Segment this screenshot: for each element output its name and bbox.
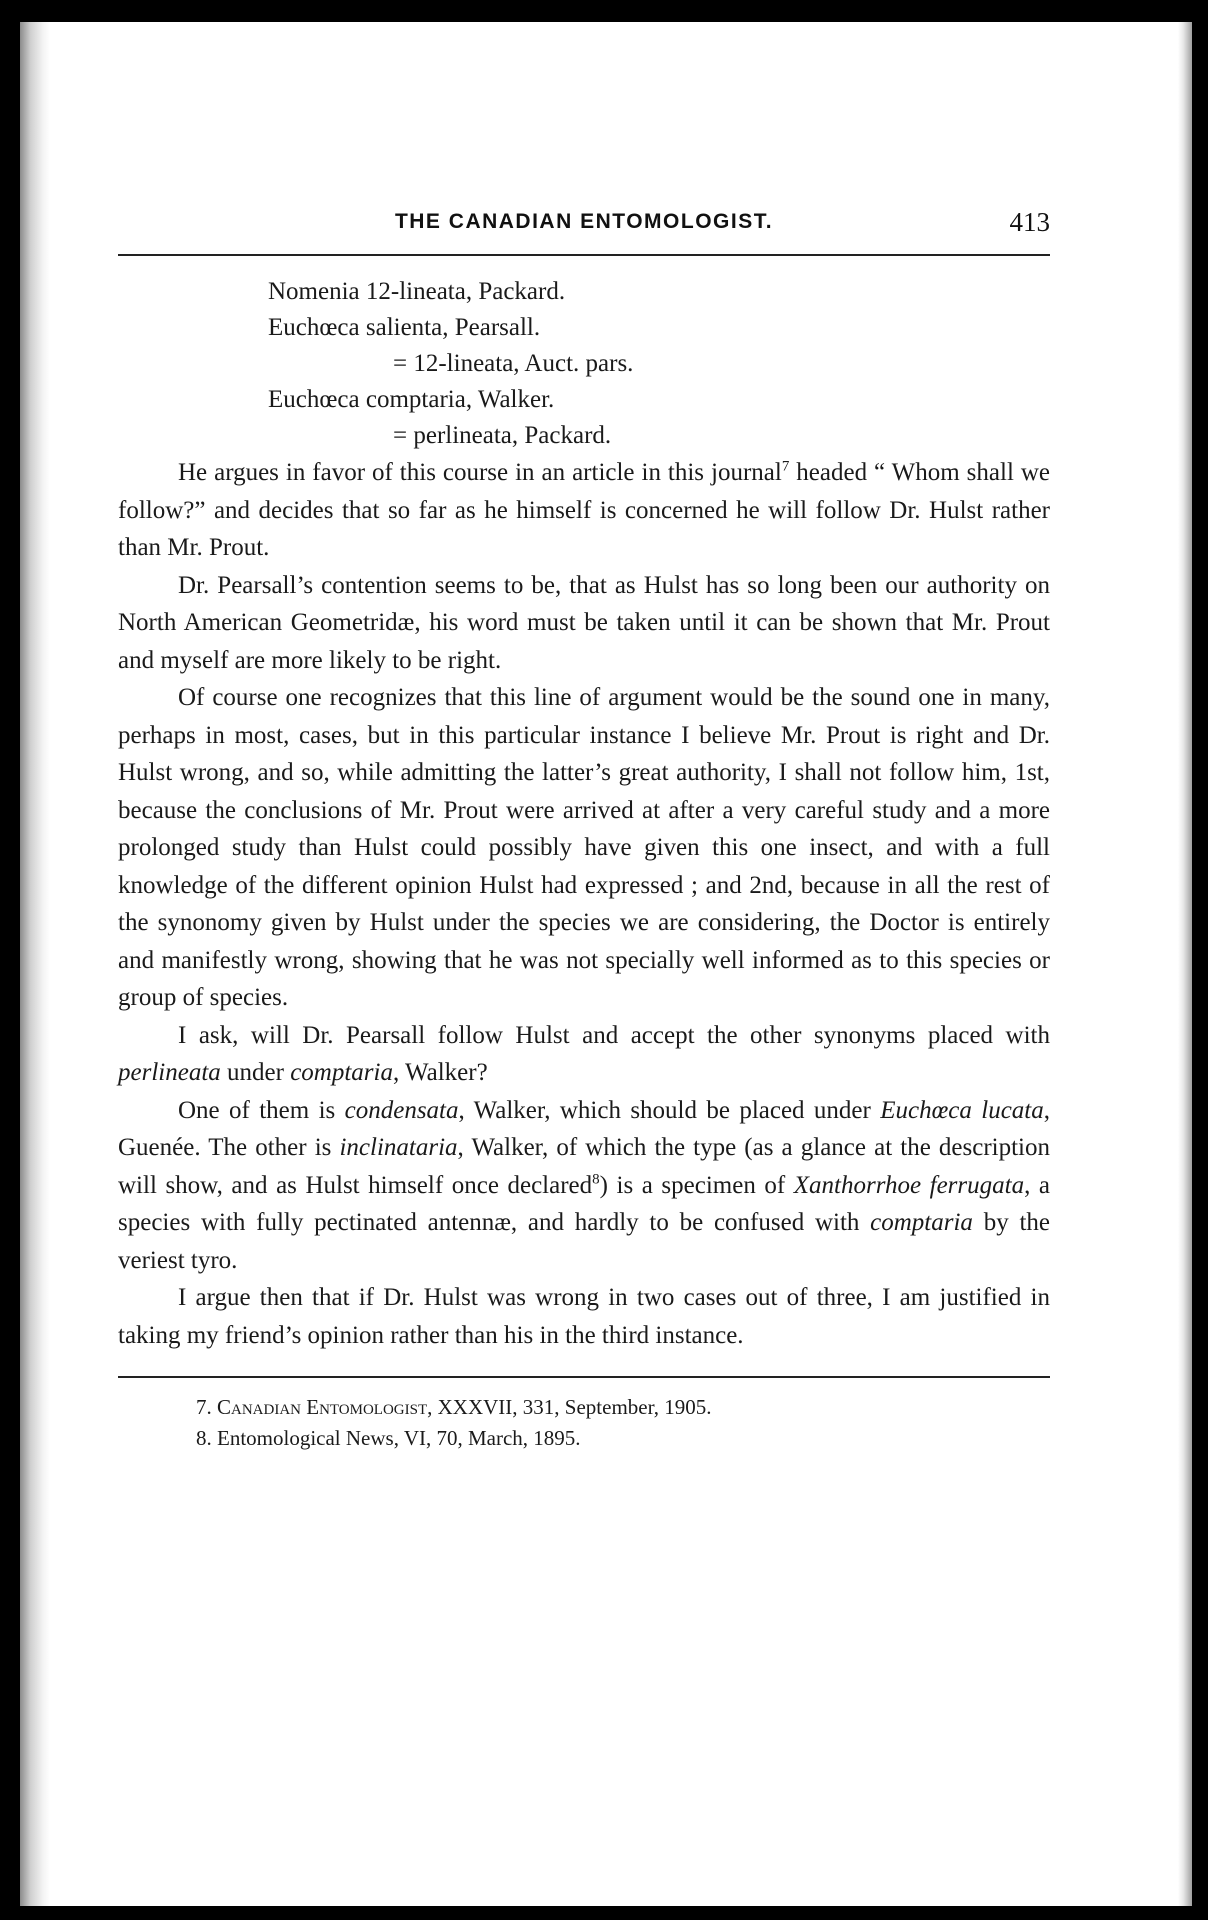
species-name: condensata [344, 1096, 459, 1124]
paragraph: Dr. Pearsall’s contention seems to be, that as Hulst has so long been our authority on North American Geometridæ, his word must be taken until it can be shown that Mr. Prout and myself are more likely to be right. [118, 571, 1050, 674]
footnote: 8. Entomological News, VI, 70, March, 1895. [196, 1426, 581, 1450]
synonymy-equivalent: = perlineata, Packard. [393, 422, 612, 449]
paragraph: He argues in favor of this course in an article in this journal$^7$ headed “ Whom shall we follow?” and decides that so far as he himself is concerned he will follow Dr. Hulst rather than Mr. Prout. [118, 458, 1051, 561]
species-name: inclinataria [339, 1134, 458, 1161]
header-rule [118, 254, 1050, 256]
species-name: Euchœca lucata [880, 1096, 1044, 1124]
page [20, 22, 1192, 1906]
synonymy-entry: Nomenia 12-lineata, Packard. [268, 278, 566, 305]
species-name: comptaria [870, 1209, 973, 1236]
page-number: 413 [1009, 207, 1050, 237]
species-name: Xanthorrhoe ferrugata [793, 1171, 1025, 1199]
species-name: perlineata [118, 1059, 221, 1086]
footnote-ref: 8 [592, 1171, 600, 1188]
page-edge [1178, 22, 1192, 1906]
footnote-ref: 7 [781, 458, 790, 475]
paragraph: Of course one recognizes that this line of argument would be the sound one in many, perhaps in most, cases, but in this particular instance I believe Mr. Prout is right and Dr. Hulst wrong, and so, while admitting the latter’s great authority, I shall not follow him, 1st, because the conclusions of Mr. Prout were arrived at after a very careful study and a more prolonged study than Hulst could possibly have given this one insect, and with a full knowledge of the different opinion Hulst had expressed ; and 2nd, because in all the rest of the synonomy given by Hulst under the species we are considering, the Doctor is entirely and manifestly wrong, showing that he was not specially well informed as to this species or group of species. [118, 684, 1050, 1011]
footnote-source: Canadian Entomologist [217, 1395, 428, 1419]
synonymy-entry: Euchœca salienta, Pearsall. [268, 314, 541, 341]
spine-shadow [20, 22, 50, 1906]
paragraph: One of them is condensata, Walker, which should be placed under Euchœca lucata, Guenée. The other is inclinataria, Walker, of which the type (as a glance at the description will show, and as Hulst himself once declared$^8$) is a specimen of Xanthorrhoe ferrugata, a species with fully pectinated antennæ, and hardly to be confused with comptaria by the veriest tyro. [118, 1096, 1050, 1274]
synonymy-entry: Euchœca comptaria, Walker. [268, 386, 555, 413]
footnote-source: Entomological News [217, 1426, 394, 1450]
footnote: 7. Canadian Entomologist, XXXVII, 331, September, 1905. [196, 1395, 712, 1419]
synonymy-equivalent: = 12-lineata, Auct. pars. [393, 350, 634, 377]
page-header [118, 197, 1050, 247]
page-content [118, 197, 1050, 1454]
running-title: THE CANADIAN ENTOMOLOGIST. [394, 210, 774, 233]
footnote-rule [118, 1376, 1050, 1378]
synonymy-list [118, 274, 1050, 454]
paragraph: I argue then that if Dr. Hulst was wrong in two cases out of three, I am justified in taking my friend’s opinion rather than his in the third instance. [118, 1284, 1050, 1349]
species-name: comptaria [290, 1059, 393, 1086]
paragraph: I ask, will Dr. Pearsall follow Hulst and accept the other synonyms placed with perlineata under comptaria, Walker? [118, 1021, 1050, 1086]
